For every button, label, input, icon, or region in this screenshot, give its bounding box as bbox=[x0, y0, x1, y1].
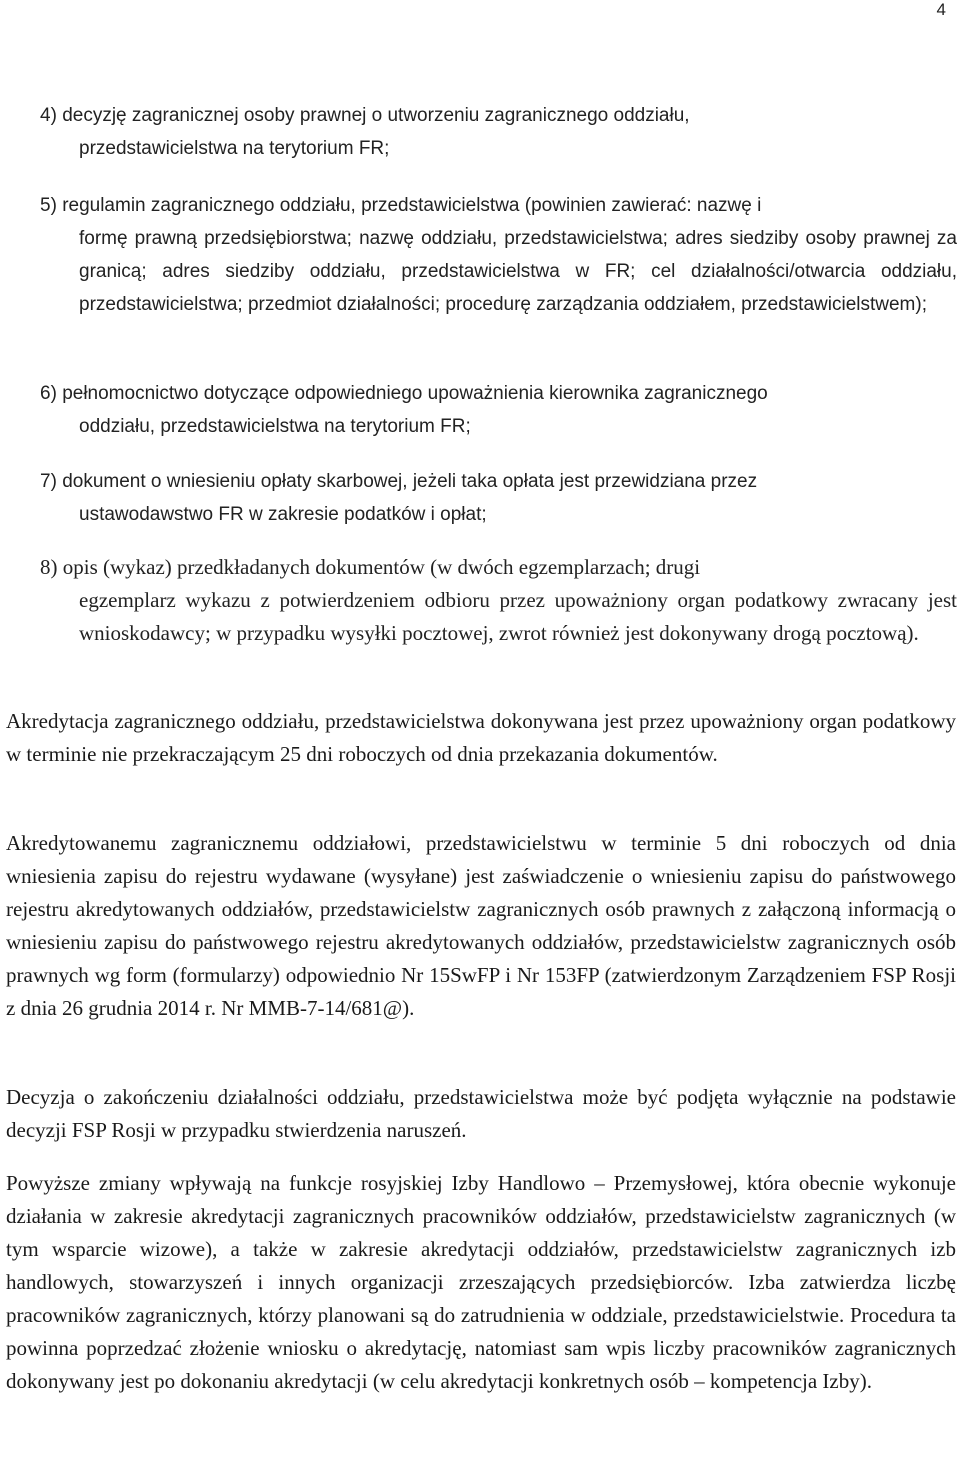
list-item-number: 4) bbox=[40, 105, 57, 126]
paragraph-termination-decision: Decyzja o zakończeniu działalności oddziału, przedstawicielstwa może być podjęta wyłącznie na podstawie decyzji FSP Rosji w przypadku stwierdzenia naruszeń. bbox=[6, 1085, 956, 1142]
list-item-first-line: dokument o wniesieniu opłaty skarbowej, jeżeli taka opłata jest przewidziana przez bbox=[62, 471, 758, 492]
list-item-number: 5) bbox=[40, 195, 57, 216]
list-item-8 bbox=[40, 551, 957, 650]
list-item-first-line: regulamin zagranicznego oddziału, przedstawicielstwa (powinien zawierać: nazwę i bbox=[62, 195, 762, 216]
list-item-4 bbox=[40, 99, 957, 165]
paragraph-accreditation-certificate: Akredytowanemu zagranicznemu oddziałowi, przedstawicielstwu w terminie 5 dni roboczych od dnia wniesienia zapisu do rejestru wydawane (wysyłane) jest zaświadczenie o wniesieniu zapisu do państwowego rejestru akredytowanych oddziałów, przedstawicielstw zagranicznych osób prawnych z załączoną informacją o wniesieniu zapisu do państwowego rejestru akredytowanych oddziałów, przedstawicielstw zagranicznych osób prawnych wg form (formularzy) odpowiednio Nr 15SwFP i Nr 153FP (zatwierdzonym Zarządzeniem FSP Rosji z dnia 26 grudnia 2014 r. Nr MMB-7-14/681@). bbox=[6, 831, 956, 1020]
list-item-continuation: ustawodawstwo FR w zakresie podatków i opłat; bbox=[79, 504, 487, 525]
list-item-continuation: formę prawną przedsiębiorstwa; nazwę oddziału, przedstawicielstwa; adres siedziby osoby prawnej za granicą; adres siedziby oddziału, przedstawicielstwa w FR; cel działalności/otwarcia oddziału, przedstawicielstwa; przedmiot działalności; procedurę zarządzania oddziałem, przedstawicielstwem); bbox=[79, 228, 957, 315]
list-item-5 bbox=[40, 189, 957, 321]
list-item-7 bbox=[40, 465, 957, 531]
paragraph-chamber-functions: Powyższe zmiany wpływają na funkcje rosyjskiej Izby Handlowo – Przemysłowej, która obecnie wykonuje działania w zakresie akredytacji zagranicznych pracowników oddziałów, przedstawicielstw zagranicznych (w tym wsparcie wizowe), a także w zakresie akredytacji oddziałów, przedstawicielstw zagranicznych izb handlowych, stowarzyszeń i innych organizacji zrzeszających przedsiębiorców. Izba zatwierdza liczbę pracowników zagranicznych, którzy planowani są do zatrudnienia w oddziale, przedstawicielstwie. Procedura ta powinna poprzedzać złożenie wniosku o akredytację, natomiast sam wpis liczby pracowników zagranicznych dokonywany jest po dokonaniu akredytacji (w celu akredytacji konkretnych osób – kompetencja Izby). bbox=[6, 1171, 956, 1393]
list-item-number: 8) bbox=[40, 555, 58, 579]
list-item-number: 7) bbox=[40, 471, 57, 492]
page-number: 4 bbox=[936, 0, 946, 19]
list-item-first-line: decyzję zagranicznej osoby prawnej o utworzeniu zagranicznego oddziału, bbox=[62, 105, 690, 126]
list-item-first-line: pełnomocnictwo dotyczące odpowiedniego upoważnienia kierownika zagranicznego bbox=[62, 383, 768, 404]
list-item-6 bbox=[40, 377, 957, 443]
list-item-number: 6) bbox=[40, 383, 57, 404]
list-item-continuation: egzemplarz wykazu z potwierdzeniem odbioru przez upoważniony organ podatkowy zwracany jest wnioskodawcy; w przypadku wysyłki pocztowej, zwrot również jest dokonywany drogą pocztową). bbox=[79, 588, 957, 645]
paragraph-accreditation-term: Akredytacja zagranicznego oddziału, przedstawicielstwa dokonywana jest przez upoważniony organ podatkowy w terminie nie przekraczającym 25 dni roboczych od dnia przekazania dokumentów. bbox=[6, 709, 956, 766]
list-item-first-line: opis (wykaz) przedkładanych dokumentów (w dwóch egzemplarzach; drugi bbox=[62, 555, 701, 579]
list-item-continuation: oddziału, przedstawicielstwa na terytorium FR; bbox=[79, 416, 471, 437]
list-item-continuation: przedstawicielstwa na terytorium FR; bbox=[79, 138, 390, 159]
